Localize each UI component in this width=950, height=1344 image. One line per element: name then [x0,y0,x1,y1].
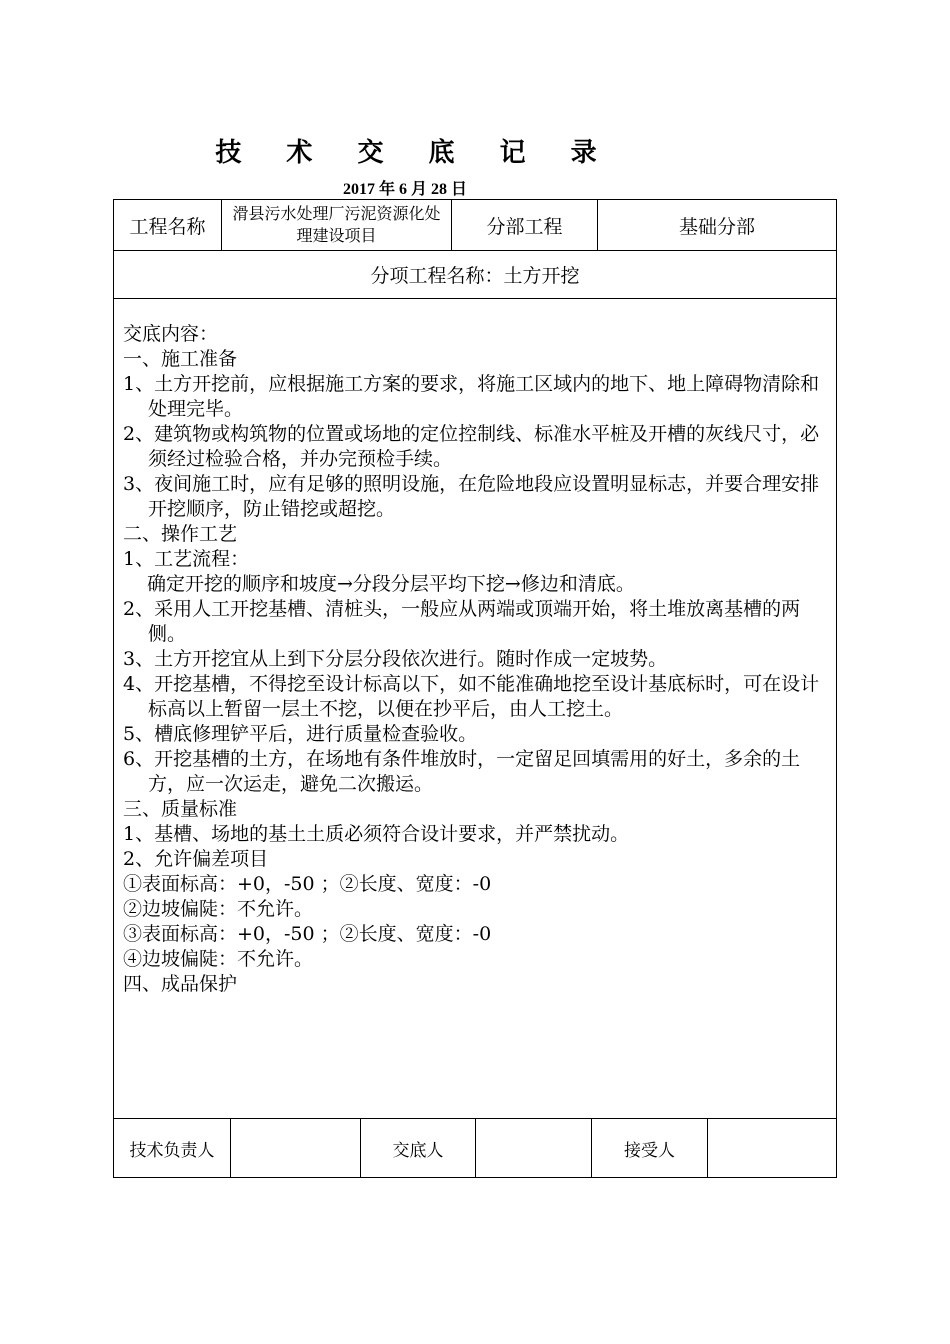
project-name-value: 滑县污水处理厂污泥资源化处理建设项目 [222,200,452,250]
receiver-label: 接受人 [592,1119,708,1177]
section-heading: 三、质量标准 [123,798,238,820]
project-name-label: 工程名称 [114,200,222,250]
content-line: 2、建筑物或构筑物的位置或场地的定位控制线、标准水平桩及开槽的灰线尺寸，必须经过检验合格，并办完预检手续。 [123,423,820,470]
sub-project-label: 分部工程 [452,200,598,250]
content-line: 4、开挖基槽，不得挖至设计标高以下，如不能准确地挖至设计基底标时，可在设计标高以上暂留一层土不挖，以便在抄平后，由人工挖土。 [123,673,820,720]
section-heading: 四、成品保护 [123,973,238,995]
content-line: ②边坡偏陡：不允许。 [123,898,314,920]
tech-lead-signature [231,1119,361,1177]
signature-row [114,1118,836,1177]
disclosure-form [113,199,837,1178]
content-line: 1、基槽、场地的基土土质必须符合设计要求，并严禁扰动。 [123,823,630,845]
section-heading: 一、施工准备 [123,348,238,370]
sub-project-value: 基础分部 [678,215,755,238]
receiver-signature [708,1119,836,1177]
content-line: 2、允许偏差项目 [123,848,269,870]
document-date: 2017 年 6 月 28 日 [343,181,468,198]
content-line: 确定开挖的顺序和坡度→分段分层平均下挖→修边和清底。 [147,573,635,595]
content-line: 3、土方开挖宜从上到下分层分段依次进行。随时作成一定坡势。 [123,648,668,670]
content-line: 2、采用人工开挖基槽、清桩头，一般应从两端或顶端开始，将土堆放离基槽的两侧。 [123,598,801,645]
tech-lead-label: 技术负责人 [114,1119,231,1177]
discloser-label: 交底人 [361,1119,476,1177]
document-title: 技 术 交 底 记 录 [215,138,615,168]
content-line: ③表面标高：+0，-50 ；②长度、宽度：-0 [123,923,492,945]
section-heading: 二、操作工艺 [123,523,238,545]
content-line: ④边坡偏陡：不允许。 [123,948,314,970]
project-info-row [114,200,836,251]
content-line: 1、工艺流程： [123,548,250,570]
item-name-row: 分项工程名称：土方开挖 [114,251,836,299]
discloser-signature [476,1119,592,1177]
content-line: 3、夜间施工时，应有足够的照明设施，在危险地段应设置明显标志，并要合理安排开挖顺序，防止错挖或超挖。 [123,473,820,520]
content-line: ①表面标高：+0，-50 ；②长度、宽度：-0 [123,873,492,895]
content-line: 交底内容： [123,323,219,345]
content-line: 6、开挖基槽的土方，在场地有条件堆放时，一定留足回填需用的好土，多余的土方，应一次运走，避免二次搬运。 [123,748,801,795]
content-line: 1、土方开挖前，应根据施工方案的要求，将施工区域内的地下、地上障碍物清除和处理完毕。 [123,373,820,420]
content-line: 5、槽底修理铲平后，进行质量检查验收。 [123,723,478,745]
disclosure-content [123,322,835,997]
